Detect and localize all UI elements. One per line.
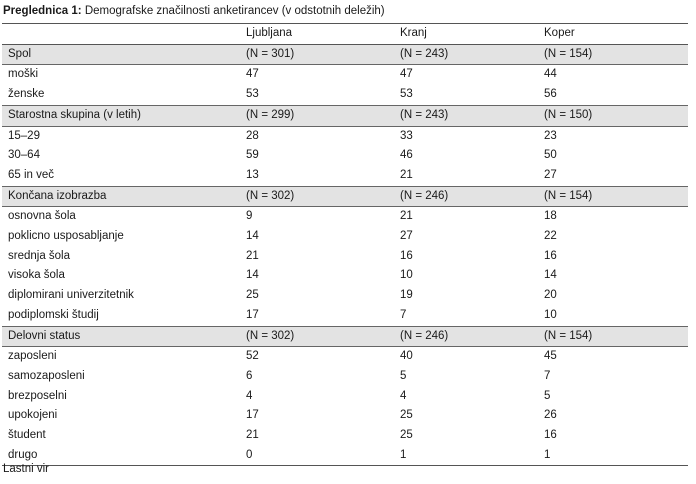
row-label: visoka šola — [8, 269, 65, 282]
group-label: Končana izobrazba — [2, 186, 240, 207]
value-cell: 53 — [400, 88, 413, 101]
value-cell: 21 — [246, 429, 259, 442]
table-row — [2, 207, 688, 227]
row-label: diplomirani univerzitetnik — [8, 289, 134, 302]
table-row — [2, 347, 688, 367]
row-label: srednja šola — [8, 249, 71, 262]
value-cell: 18 — [544, 210, 557, 223]
group-sample-size: (N = 243) — [394, 44, 538, 65]
header-cell-koper: Koper — [538, 24, 688, 45]
table-row — [2, 227, 688, 247]
group-label: Starostna skupina (v letih) — [2, 105, 240, 126]
value-cell: 10 — [544, 308, 557, 321]
value-cell: 17 — [246, 308, 259, 321]
group-sample-size: (N = 243) — [394, 105, 538, 126]
row-label: drugo — [2, 446, 240, 466]
value-cell: 1 — [394, 446, 538, 466]
table-caption — [3, 3, 385, 19]
value-cell: 44 — [544, 68, 557, 81]
value-cell: 53 — [246, 88, 259, 101]
group-header-row-spol — [2, 44, 688, 65]
value-cell: 5 — [544, 389, 551, 402]
group-sample-size: (N = 301) — [240, 44, 394, 65]
value-cell: 13 — [246, 168, 259, 181]
value-cell: 45 — [544, 350, 557, 363]
group-sample-size: (N = 299) — [240, 105, 394, 126]
table-row — [2, 126, 688, 146]
value-cell: 4 — [246, 389, 253, 402]
value-cell: 21 — [400, 210, 413, 223]
value-cell: 28 — [246, 129, 259, 142]
value-cell: 4 — [400, 389, 407, 402]
value-cell: 27 — [400, 230, 413, 243]
table-body — [2, 24, 688, 466]
group-sample-size: (N = 302) — [240, 326, 394, 347]
header-cell-empty — [2, 24, 240, 45]
value-cell: 22 — [544, 230, 557, 243]
value-cell: 14 — [544, 269, 557, 282]
value-cell: 33 — [400, 129, 413, 142]
header-cell-ljubljana: Ljubljana — [240, 24, 394, 45]
value-cell: 23 — [544, 129, 557, 142]
value-cell: 9 — [246, 210, 253, 223]
table-row — [2, 306, 688, 326]
value-cell: 16 — [400, 249, 413, 262]
value-cell: 26 — [544, 409, 557, 422]
value-cell: 7 — [400, 308, 407, 321]
caption-label: Preglednica 1: — [3, 5, 82, 17]
value-cell: 14 — [246, 269, 259, 282]
value-cell: 56 — [544, 88, 557, 101]
value-cell: 40 — [400, 350, 413, 363]
group-sample-size: (N = 246) — [394, 186, 538, 207]
group-header-row-delovni-status — [2, 326, 688, 347]
source-note: Lastni vir — [3, 463, 50, 475]
value-cell: 16 — [544, 429, 557, 442]
demographics-table — [2, 23, 688, 466]
row-label: osnovna šola — [8, 210, 76, 223]
value-cell: 50 — [544, 149, 557, 162]
value-cell: 27 — [544, 168, 557, 181]
table-row — [2, 85, 688, 105]
table-row — [2, 146, 688, 166]
value-cell: 47 — [400, 68, 413, 81]
table-row — [2, 166, 688, 186]
row-label: poklicno usposabljanje — [8, 230, 124, 243]
row-label: ženske — [8, 88, 45, 101]
value-cell: 47 — [246, 68, 259, 81]
value-cell: 21 — [400, 168, 413, 181]
table-header-row — [2, 24, 688, 45]
value-cell: 0 — [240, 446, 394, 466]
table-row — [2, 406, 688, 426]
group-sample-size: (N = 154) — [538, 326, 688, 347]
row-label: samozaposleni — [8, 369, 85, 382]
row-label: upokojeni — [8, 409, 58, 422]
group-header-row-koncana-izobrazba — [2, 186, 688, 207]
value-cell: 25 — [400, 429, 413, 442]
table-row — [2, 247, 688, 267]
value-cell: 10 — [400, 269, 413, 282]
value-cell: 52 — [246, 350, 259, 363]
value-cell: 16 — [544, 249, 557, 262]
group-sample-size: (N = 150) — [538, 105, 688, 126]
value-cell: 1 — [538, 446, 688, 466]
row-label: moški — [8, 68, 39, 81]
group-sample-size: (N = 154) — [538, 186, 688, 207]
table-row — [2, 446, 688, 466]
row-label: zaposleni — [8, 350, 57, 363]
value-cell: 59 — [246, 149, 259, 162]
value-cell: 14 — [246, 230, 259, 243]
value-cell: 46 — [400, 149, 413, 162]
group-header-row-starostna-skupina-v-letih — [2, 105, 688, 126]
value-cell: 20 — [544, 289, 557, 302]
row-label: podiplomski študij — [8, 308, 99, 321]
value-cell: 5 — [400, 369, 407, 382]
group-label: Delovni status — [2, 326, 240, 347]
group-sample-size: (N = 246) — [394, 326, 538, 347]
caption-text: Demografske značilnosti anketirancev (v odstotnih deležih) — [84, 5, 385, 17]
value-cell: 19 — [400, 289, 413, 302]
value-cell: 21 — [246, 249, 259, 262]
header-cell-kranj: Kranj — [394, 24, 538, 45]
row-label: 30–64 — [8, 149, 40, 162]
group-sample-size: (N = 154) — [538, 44, 688, 65]
value-cell: 7 — [544, 369, 551, 382]
group-sample-size: (N = 302) — [240, 186, 394, 207]
table-row — [2, 426, 688, 446]
table-row — [2, 286, 688, 306]
row-label: študent — [8, 429, 46, 442]
value-cell: 25 — [400, 409, 413, 422]
row-label: 65 in več — [8, 168, 55, 181]
value-cell: 25 — [246, 289, 259, 302]
table-row — [2, 65, 688, 85]
value-cell: 17 — [246, 409, 259, 422]
row-label: brezposelni — [8, 389, 67, 402]
table-row — [2, 387, 688, 407]
value-cell: 6 — [246, 369, 253, 382]
table-row — [2, 266, 688, 286]
group-label: Spol — [2, 44, 240, 65]
table-row — [2, 367, 688, 387]
row-label: 15–29 — [8, 129, 40, 142]
